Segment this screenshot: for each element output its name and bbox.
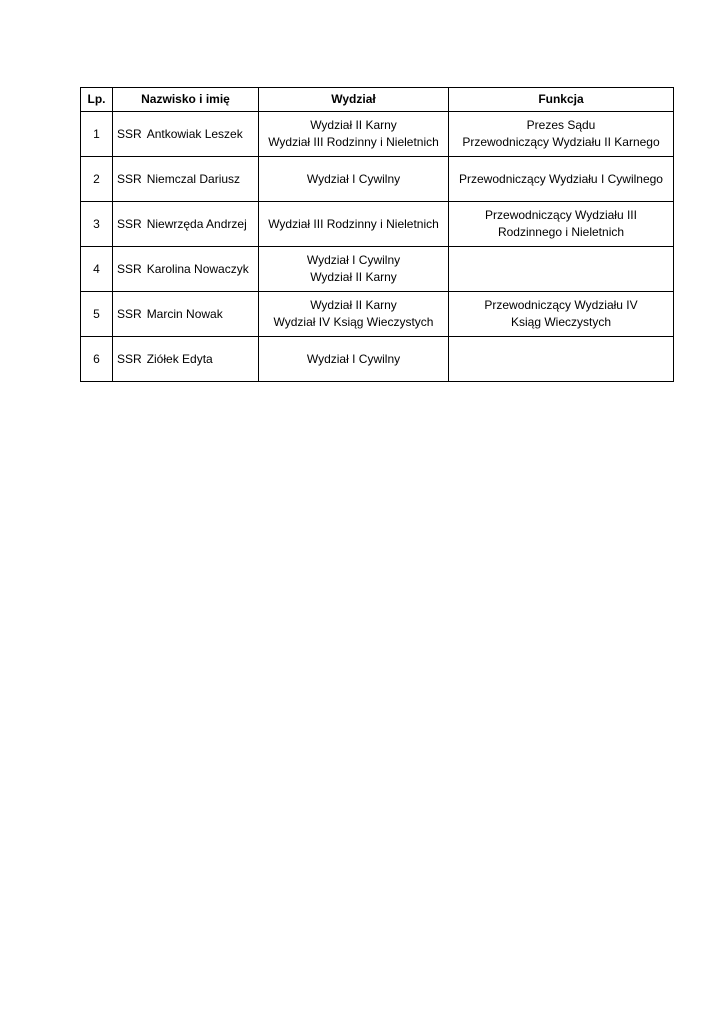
department-line: Wydział II Karny bbox=[310, 270, 397, 284]
judge-name-cell bbox=[113, 157, 259, 202]
department-line: Wydział III Rodzinny i Nieletnich bbox=[268, 135, 439, 149]
function-line: Przewodniczący Wydziału II Karnego bbox=[462, 135, 660, 149]
function-cell bbox=[449, 157, 674, 202]
function-line: Ksiąg Wieczystych bbox=[510, 315, 612, 329]
department-line: Wydział I Cywilny bbox=[306, 171, 401, 186]
judge-name-cell bbox=[113, 247, 259, 292]
row-number: 4 bbox=[81, 247, 113, 292]
header-lp: Lp. bbox=[81, 88, 113, 112]
table-header-row bbox=[81, 88, 674, 112]
header-function: Funkcja bbox=[449, 88, 674, 112]
function-line: Przewodniczący Wydziału I Cywilnego bbox=[459, 171, 663, 186]
department-cell bbox=[259, 112, 449, 157]
judge-name: Ziółek Edyta bbox=[146, 351, 213, 366]
department-cell bbox=[259, 157, 449, 202]
table-row bbox=[81, 157, 674, 202]
function-cell bbox=[449, 202, 674, 247]
judge-name-cell bbox=[113, 112, 259, 157]
judge-name-cell bbox=[113, 337, 259, 382]
judge-name: Antkowiak Leszek bbox=[146, 126, 243, 141]
row-number: 2 bbox=[81, 157, 113, 202]
department-line: Wydział I Cywilny bbox=[306, 351, 401, 366]
row-number: 3 bbox=[81, 202, 113, 247]
department-line: Wydział III Rodzinny i Nieletnich bbox=[268, 216, 439, 231]
function-cell bbox=[449, 112, 674, 157]
department-line: Wydział I Cywilny bbox=[306, 253, 401, 267]
row-number: 6 bbox=[81, 337, 113, 382]
judge-name: Karolina Nowaczyk bbox=[146, 261, 249, 276]
judge-name-cell bbox=[113, 292, 259, 337]
table-row bbox=[81, 202, 674, 247]
header-name: Nazwisko i imię bbox=[113, 88, 259, 112]
table-row bbox=[81, 112, 674, 157]
function-line: Rodzinnego i Nieletnich bbox=[497, 225, 625, 239]
department-line: Wydział II Karny bbox=[310, 298, 397, 312]
table-row bbox=[81, 337, 674, 382]
judge-name-cell bbox=[113, 202, 259, 247]
judge-title: SSR bbox=[117, 351, 142, 366]
judge-title: SSR bbox=[117, 216, 142, 231]
department-cell bbox=[259, 337, 449, 382]
table-row bbox=[81, 292, 674, 337]
department-line: Wydział II Karny bbox=[310, 118, 397, 132]
function-line: Przewodniczący Wydziału III bbox=[485, 208, 637, 222]
judge-name: Marcin Nowak bbox=[146, 306, 223, 321]
judge-name: Niewrzęda Andrzej bbox=[146, 216, 247, 231]
judge-name: Niemczal Dariusz bbox=[146, 171, 241, 186]
judge-title: SSR bbox=[117, 126, 142, 141]
judges-table bbox=[80, 87, 674, 382]
function-cell bbox=[449, 247, 674, 292]
judge-title: SSR bbox=[117, 306, 142, 321]
function-line: Przewodniczący Wydziału IV bbox=[484, 298, 638, 312]
header-department: Wydział bbox=[259, 88, 449, 112]
department-cell bbox=[259, 247, 449, 292]
function-cell bbox=[449, 292, 674, 337]
row-number: 5 bbox=[81, 292, 113, 337]
department-cell bbox=[259, 292, 449, 337]
function-line: Prezes Sądu bbox=[526, 118, 596, 132]
department-cell bbox=[259, 202, 449, 247]
department-line: Wydział IV Ksiąg Wieczystych bbox=[273, 315, 434, 329]
table-row bbox=[81, 247, 674, 292]
function-cell bbox=[449, 337, 674, 382]
judge-title: SSR bbox=[117, 261, 142, 276]
row-number: 1 bbox=[81, 112, 113, 157]
judge-title: SSR bbox=[117, 171, 142, 186]
